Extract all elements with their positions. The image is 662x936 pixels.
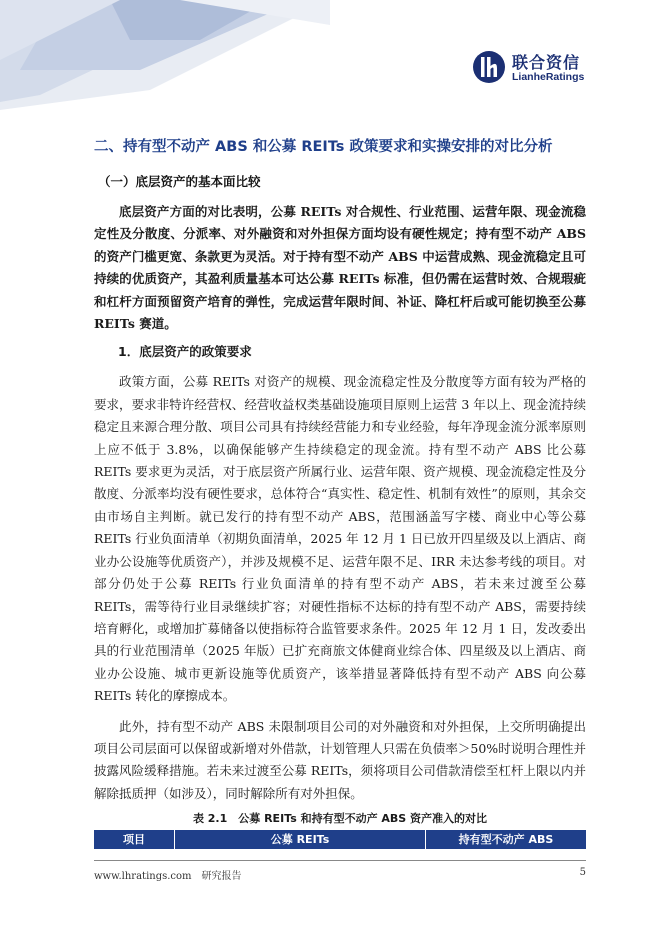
subsection-title: （一）底层资产的基本面比较 [98,174,261,189]
financing-paragraph: 此外，持有型不动产 ABS 未限制项目公司的对外融资和对外担保，上交所明确提出项目公司层面可以保留或新增对外借款，计划管理人只需在负债率＞50%时说明合理性并披露风险缓释措施。若未来过渡至公募 REITs，须将项目公司借款清偿至杠杆上限以内并解除抵质押（如涉及），同时解除所有对外担保。 [94,718,586,801]
footer-divider [94,860,586,861]
logo-emblem-icon [472,50,506,84]
table-header-cell: 项目 [94,830,175,849]
brand-name-en: LianheRatings [512,71,585,83]
table-caption: 表 2.1 公募 REITs 和持有型不动产 ABS 资产准入的对比 [192,812,488,826]
table-header-cell: 公募 REITs [175,830,426,849]
policy-paragraph: 政策方面，公募 REITs 对资产的规模、现金流稳定性及分散度等方面有较为严格的要求，要求非特许经营权、经营收益权类基础设施项目原则上运营 3 年以上、现金流持续稳定且来源合理分散、项目公司具有持续经营能力和专业经验，每年净现金流分派率原则上应不低于 3.8%，以确保能够产生持续稳定的现金流。持有型不动产 ABS 比公募 REITs 要求更为灵活，对于底层资产所属行业、运营年限、资产规模、现金流稳定性及分散度、分派率均没有硬性要求，总体符合“真实性、稳定性、机制有效性”的原则，其余交由市场自主判断。就已发行的持有型不动产 ABS，范围涵盖写字楼、商业中心等公募 REITs 行业负面清单（初期负面清单，2025 年 12 月 1 日已放开四星级及以上酒店、商业办公设施等优质资产），并涉及规模不足、运营年限不足、IRR 未达参考线的项目。对部分仍处于公募 REITs 行业负面清单的持有型不动产 ABS，若未来过渡至公募 REITs，需等待行业目录继续扩容；对硬性指标不达标的持有型不动产 ABS，需要持续培育孵化，或增加扩募储备以使指标符合监管要求条件。2025 年 12 月 1 日，发改委出具的行业范围清单（2025 年版）已扩充商旅文体健商业综合体、四星级及以上酒店、商业办公设施、城市更新设施等优质资产，该举措显著降低持有型不动产 ABS 向公募 REITs 转化的摩擦成本。 [94,374,586,704]
section-title: 二、持有型不动产 ABS 和公募 REITs 政策要求和实操安排的对比分析 [94,139,553,155]
summary-paragraph: 底层资产方面的对比表明，公募 REITs 对合规性、行业范围、运营年限、现金流稳定性及分散度、分派率、对外融资和对外担保方面均设有硬性规定；持有型不动产 ABS 的资产门槛更宽、条款更为灵活。对于持有型不动产 ABS 中运营成熟、现金流稳定且可持续的优质资产，其盈利质量基本可达公募 REITs 标准，但仍需在运营时效、合规瑕疵和杠杆方面预留资产培育的弹性，完成运营年限时间、补证、降杠杆后或可能切换至公募 REITs 赛道。 [94,204,586,332]
item-title: 1．底层资产的政策要求 [118,344,252,360]
table-header-cell: 持有型不动产 ABS [458,833,554,847]
page-number: 5 [579,867,586,878]
brand-name-cn: 联合资信 [512,53,581,72]
comparison-table-header [94,830,586,849]
lianhe-ratings-logo [472,48,592,90]
report-body [94,130,586,849]
footer-website: www.lhratings.com 研究报告 [94,871,242,882]
